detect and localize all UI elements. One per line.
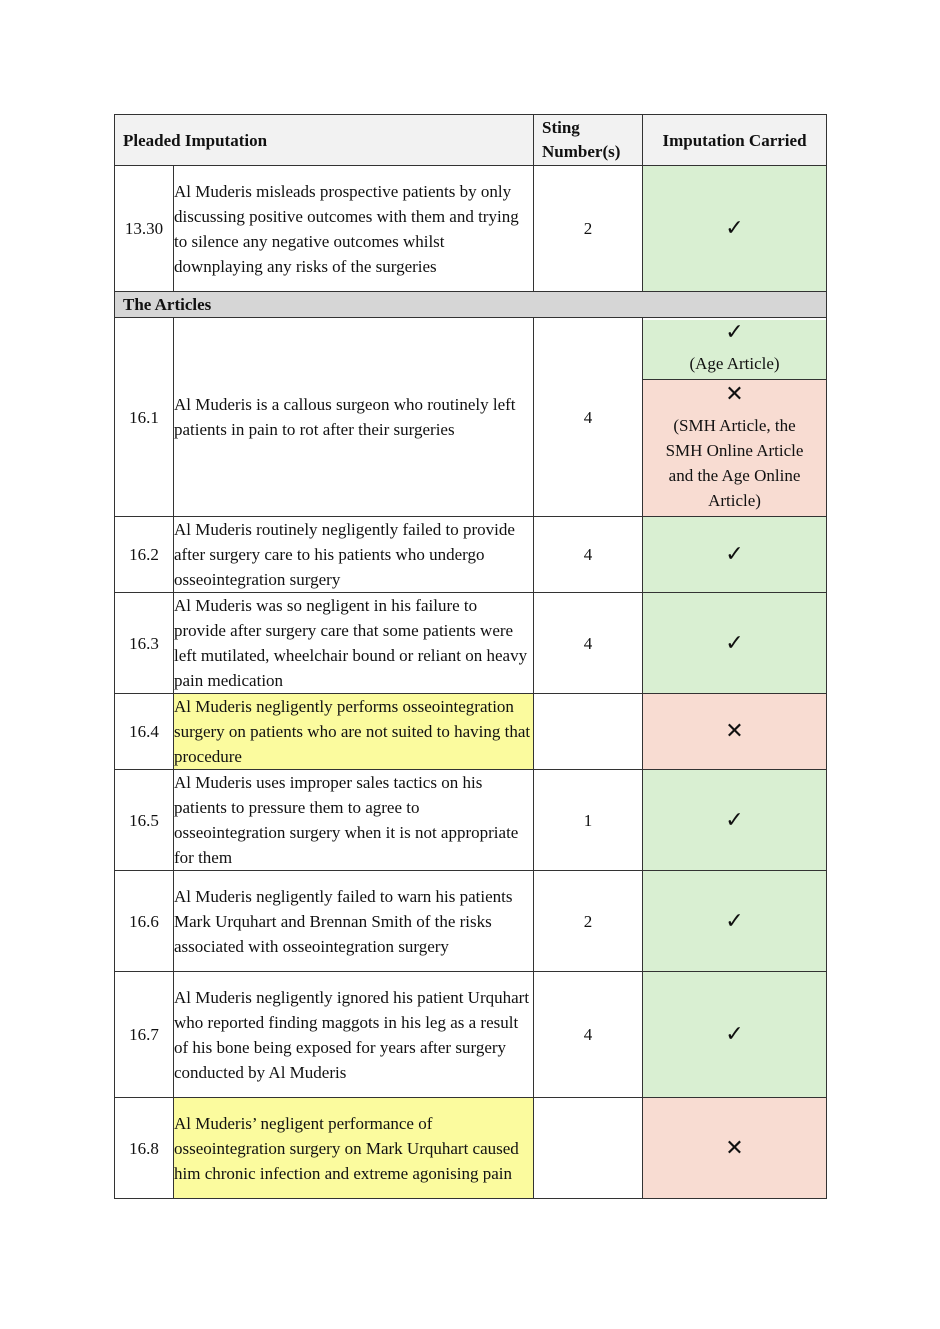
header-sting-numbers: Sting Number(s): [534, 115, 643, 166]
cross-icon: ✕: [725, 1135, 744, 1161]
check-icon: ✓: [725, 216, 744, 241]
check-icon: ✓: [725, 908, 744, 934]
section-row: [115, 292, 827, 318]
imputation-number: 16.7: [115, 972, 174, 1098]
sting-number: 1: [534, 770, 643, 871]
sting-number: 4: [534, 517, 643, 593]
imputation-carried-cell: [643, 770, 827, 871]
cross-icon: ✕: [725, 382, 744, 407]
imputation-number: 16.3: [115, 593, 174, 694]
sting-number: 4: [534, 972, 643, 1098]
table-row: [115, 318, 827, 517]
check-icon: ✓: [725, 542, 744, 567]
imputation-carried-cell: [643, 972, 827, 1098]
check-icon: ✓: [725, 630, 744, 656]
imputation-number: 16.1: [115, 318, 174, 517]
check-icon: ✓: [725, 807, 744, 833]
table-header-row: [115, 115, 827, 166]
table-row: [115, 166, 827, 292]
carried-yes-note: (Age Article): [689, 354, 780, 373]
sting-number: [534, 694, 643, 770]
imputation-text: Al Muderis negligently failed to warn his patients Mark Urquhart and Brennan Smith of the risks associated with osseointegration surgery: [174, 871, 534, 972]
table-row: [115, 770, 827, 871]
imputation-text: Al Muderis negligently performs osseointegration surgery on patients who are not suited to having that procedure: [174, 694, 534, 770]
imputation-text: Al Muderis was so negligent in his failure to provide after surgery care that some patients were left mutilated, wheelchair bound or reliant on heavy pain medication: [174, 593, 534, 694]
imputation-number: 16.5: [115, 770, 174, 871]
check-icon: ✓: [725, 1022, 744, 1047]
table-row: [115, 871, 827, 972]
imputation-carried-cell: [643, 694, 827, 770]
imputation-text: Al Muderis routinely negligently failed to provide after surgery care to his patients who undergo osseointegration surgery: [174, 517, 534, 593]
imputation-carried-cell: [643, 593, 827, 694]
imputation-number: 16.6: [115, 871, 174, 972]
imputation-text: Al Muderis is a callous surgeon who routinely left patients in pain to rot after their surgeries: [174, 318, 534, 517]
imputation-number: 16.4: [115, 694, 174, 770]
imputation-carried-cell: [643, 1098, 827, 1199]
table-row: [115, 972, 827, 1098]
carried-no-part: [643, 380, 826, 516]
carried-yes-part: [643, 320, 826, 380]
cross-icon: ✕: [725, 719, 744, 744]
table-row: [115, 1098, 827, 1199]
imputation-number: 16.2: [115, 517, 174, 593]
imputation-carried-cell: [643, 318, 827, 517]
sting-number: 4: [534, 318, 643, 517]
imputation-carried-cell: [643, 166, 827, 292]
sting-number: [534, 1098, 643, 1199]
imputation-number: 16.8: [115, 1098, 174, 1199]
table-row: [115, 694, 827, 770]
header-imputation-carried: Imputation Carried: [643, 115, 827, 166]
imputation-text: Al Muderis uses improper sales tactics on his patients to pressure them to agree to osseointegration surgery when it is not appropriate for them: [174, 770, 534, 871]
carried-no-note: (SMH Article, the SMH Online Article and the Age Online Article): [665, 416, 804, 510]
imputation-carried-cell: [643, 871, 827, 972]
table-row: [115, 517, 827, 593]
imputations-table: [114, 114, 827, 1199]
imputation-text: Al Muderis negligently ignored his patient Urquhart who reported finding maggots in his leg as a result of his bone being exposed for years after surgery conducted by Al Muderis: [174, 972, 534, 1098]
check-icon: ✓: [725, 320, 744, 345]
table-row: [115, 593, 827, 694]
sting-number: 2: [534, 166, 643, 292]
section-label: The Articles: [115, 292, 827, 318]
imputation-text: Al Muderis’ negligent performance of osseointegration surgery on Mark Urquhart caused him chronic infection and extreme agonising pain: [174, 1098, 534, 1199]
imputation-number: 13.30: [115, 166, 174, 292]
header-pleaded-imputation: Pleaded Imputation: [115, 115, 534, 166]
sting-number: 2: [534, 871, 643, 972]
imputation-text: Al Muderis misleads prospective patients by only discussing positive outcomes with them and trying to silence any negative outcomes whilst downplaying any risks of the surgeries: [174, 166, 534, 292]
imputation-carried-cell: [643, 517, 827, 593]
sting-number: 4: [534, 593, 643, 694]
